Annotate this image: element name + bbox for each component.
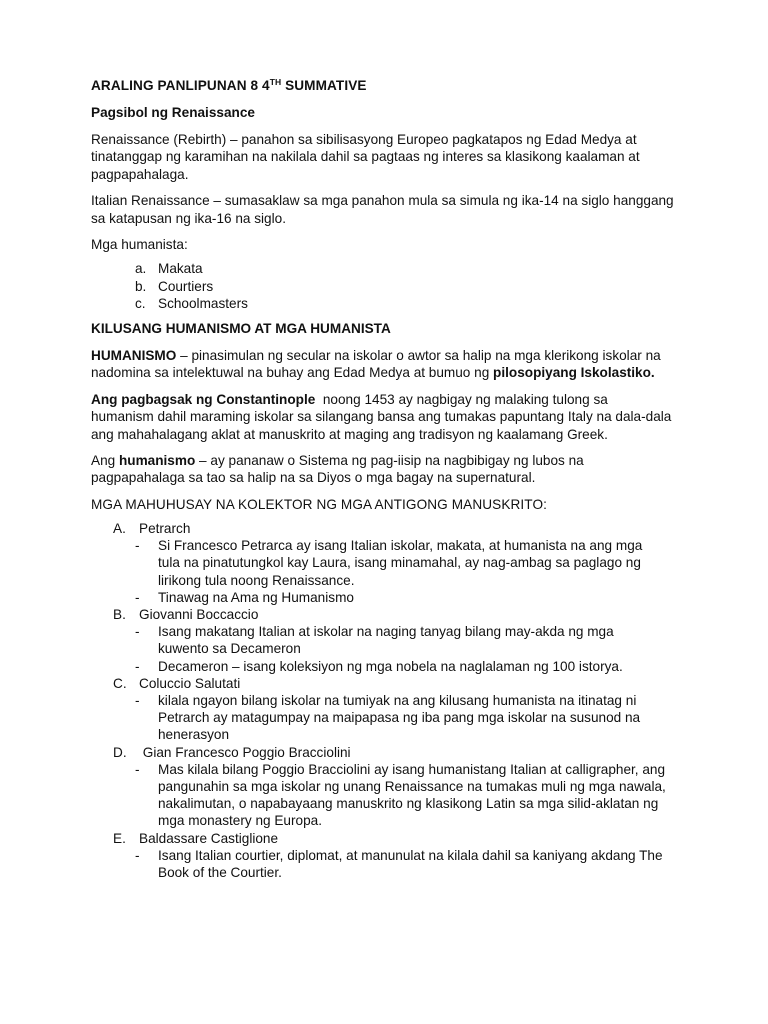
collector-item <box>91 675 691 744</box>
list-item <box>91 761 678 830</box>
title-main: ARALING PANLIPUNAN 8 4 <box>91 78 270 93</box>
collectors-list <box>91 520 691 881</box>
list-item <box>91 623 668 657</box>
note-text: Tinawag na Ama ng Humanismo <box>158 589 354 605</box>
document-title <box>91 77 691 95</box>
collector-notes <box>91 761 691 830</box>
title-superscript: TH <box>269 77 282 87</box>
collector-item <box>91 830 691 882</box>
collectors-heading: MGA MAHUHUSAY NA KOLEKTOR NG MGA ANTIGONG MANUSKRITO: <box>91 496 547 512</box>
list-item <box>91 692 683 744</box>
paragraph-prefix: Ang <box>91 453 119 469</box>
humanista-label: Mga humanista: <box>91 237 188 253</box>
dash-bullet: - <box>135 538 140 554</box>
dash-bullet: - <box>135 589 140 605</box>
humanista-list <box>91 260 691 312</box>
list-item-text: Schoolmasters <box>158 295 248 311</box>
list-marker: D. <box>113 744 127 760</box>
collector-notes <box>91 537 691 606</box>
collector-name: Baldassare Castiglione <box>139 830 279 846</box>
paragraph-renaissance: Renaissance (Rebirth) – panahon sa sibilisasyong Europeo pagkatapos ng Edad Medya at tinatanggap ng karamihan na nakilala dahil sa pagtaas ng interes sa klasikong kaalaman at pagpapahalaga. <box>91 132 640 182</box>
collector-name: Giovanni Boccaccio <box>139 606 259 622</box>
note-text: Decameron – isang koleksiyon ng mga nobela na naglalaman ng 100 istorya. <box>158 658 623 674</box>
collector-item <box>91 744 691 830</box>
collector-item <box>91 520 691 606</box>
collector-name-row <box>91 744 691 761</box>
collector-name-row <box>91 606 691 623</box>
dash-bullet: - <box>135 847 140 863</box>
dash-bullet: - <box>135 761 140 777</box>
document-body <box>91 77 691 881</box>
term-humanismo: HUMANISMO <box>91 348 177 364</box>
collector-notes <box>91 692 691 744</box>
dash-bullet: - <box>135 692 140 708</box>
paragraph-humanismo <box>91 347 661 382</box>
collector-name: Coluccio Salutati <box>139 675 241 691</box>
note-text: Si Francesco Petrarca ay isang Italian iskolar, makata, at humanista na ang mga tula na pinatutungkol kay Laura, isang minamahal, ay nag-ambag sa paglago ng lirikong tula noong Renaissance. <box>158 538 643 588</box>
list-item <box>91 589 691 606</box>
list-item-text: Makata <box>158 261 203 277</box>
dash-bullet: - <box>135 658 140 674</box>
list-marker: B. <box>113 606 126 622</box>
paragraph-constantinople <box>91 391 676 443</box>
note-text: kilala ngayon bilang iskolar na tumiyak na ang kilusang humanista na itinatag ni Petrarch ay matagumpay na maipapasa ng iba pang mga iskolar na susunod na henerasyon <box>158 692 641 743</box>
note-text: Isang makatang Italian at iskolar na naging tanyag bilang may-akda ng mga kuwento sa Decameron <box>158 624 614 657</box>
collector-notes <box>91 847 691 881</box>
list-marker: E. <box>113 830 126 846</box>
term-humanismo-lower: humanismo <box>118 453 196 469</box>
collector-name: Petrarch <box>139 520 191 536</box>
collector-notes <box>91 623 691 675</box>
list-marker: c. <box>135 295 146 311</box>
note-text: Isang Italian courtier, diplomat, at manunulat na kilala dahil sa kaniyang akdang The Book of the Courtier. <box>158 847 663 880</box>
paragraph-body: – pinasimulan ng secular na iskolar o awtor sa halip na mga klerikong iskolar na nadomina sa intelektuwal na buhay ang Edad Medya at bumuo ng <box>91 348 661 381</box>
collector-name: Gian Francesco Poggio Bracciolini <box>139 744 351 760</box>
collector-name-row <box>91 520 691 537</box>
section-heading-humanismo: KILUSANG HUMANISMO AT MGA HUMANISTA <box>91 321 391 337</box>
list-item <box>91 847 663 881</box>
list-marker: C. <box>113 675 127 691</box>
list-marker: a. <box>135 261 147 277</box>
collector-item <box>91 606 691 675</box>
section-heading-renaissance: Pagsibol ng Renaissance <box>91 105 255 120</box>
paragraph-italian-renaissance: Italian Renaissance – sumasaklaw sa mga panahon mula sa simula ng ika-14 na siglo hanggang sa katapusan ng ika-16 na siglo. <box>91 193 674 226</box>
title-tail: SUMMATIVE <box>281 78 367 93</box>
term-iskolastiko: pilosopiyang Iskolastiko. <box>493 365 655 381</box>
paragraph-body: – ay pananaw o Sistema ng pag-iisip na nagbibigay ng lubos na pagpapahalaga sa tao sa halip na sa Diyos o mga bagay na supernatural. <box>91 453 584 486</box>
note-text: Mas kilala bilang Poggio Bracciolini ay isang humanistang Italian at calligrapher, ang pangunahin sa mga iskolar ng unang Renaissance na tumakas muli ng mga nawala, nakalimutan, o napabayaang manuskrito ng klasikong Latin sa mga silid-aklatan ng mga monastery ng Europa. <box>158 761 666 829</box>
paragraph-body: noong 1453 ay nagbigay ng malaking tulong sa humanism dahil maraming iskolar sa silangang bansa ang tumakas papuntang Italy na dala-dala ang mahahalagang aklat at manuskrito at maging ang tradisyon ng kaalamang Greek. <box>91 391 676 442</box>
dash-bullet: - <box>135 624 140 640</box>
list-item <box>91 295 691 312</box>
list-item <box>91 537 668 589</box>
list-marker: A. <box>113 520 126 536</box>
term-constantinople: Ang pagbagsak ng Constantinople <box>91 391 316 407</box>
list-item-text: Courtiers <box>158 278 214 294</box>
collector-name-row <box>91 830 691 847</box>
paragraph-humanismo-definition <box>91 452 651 487</box>
list-item <box>91 278 691 295</box>
list-marker: b. <box>135 278 147 294</box>
list-item <box>91 260 691 277</box>
list-item <box>91 658 698 675</box>
collector-name-row <box>91 675 691 692</box>
